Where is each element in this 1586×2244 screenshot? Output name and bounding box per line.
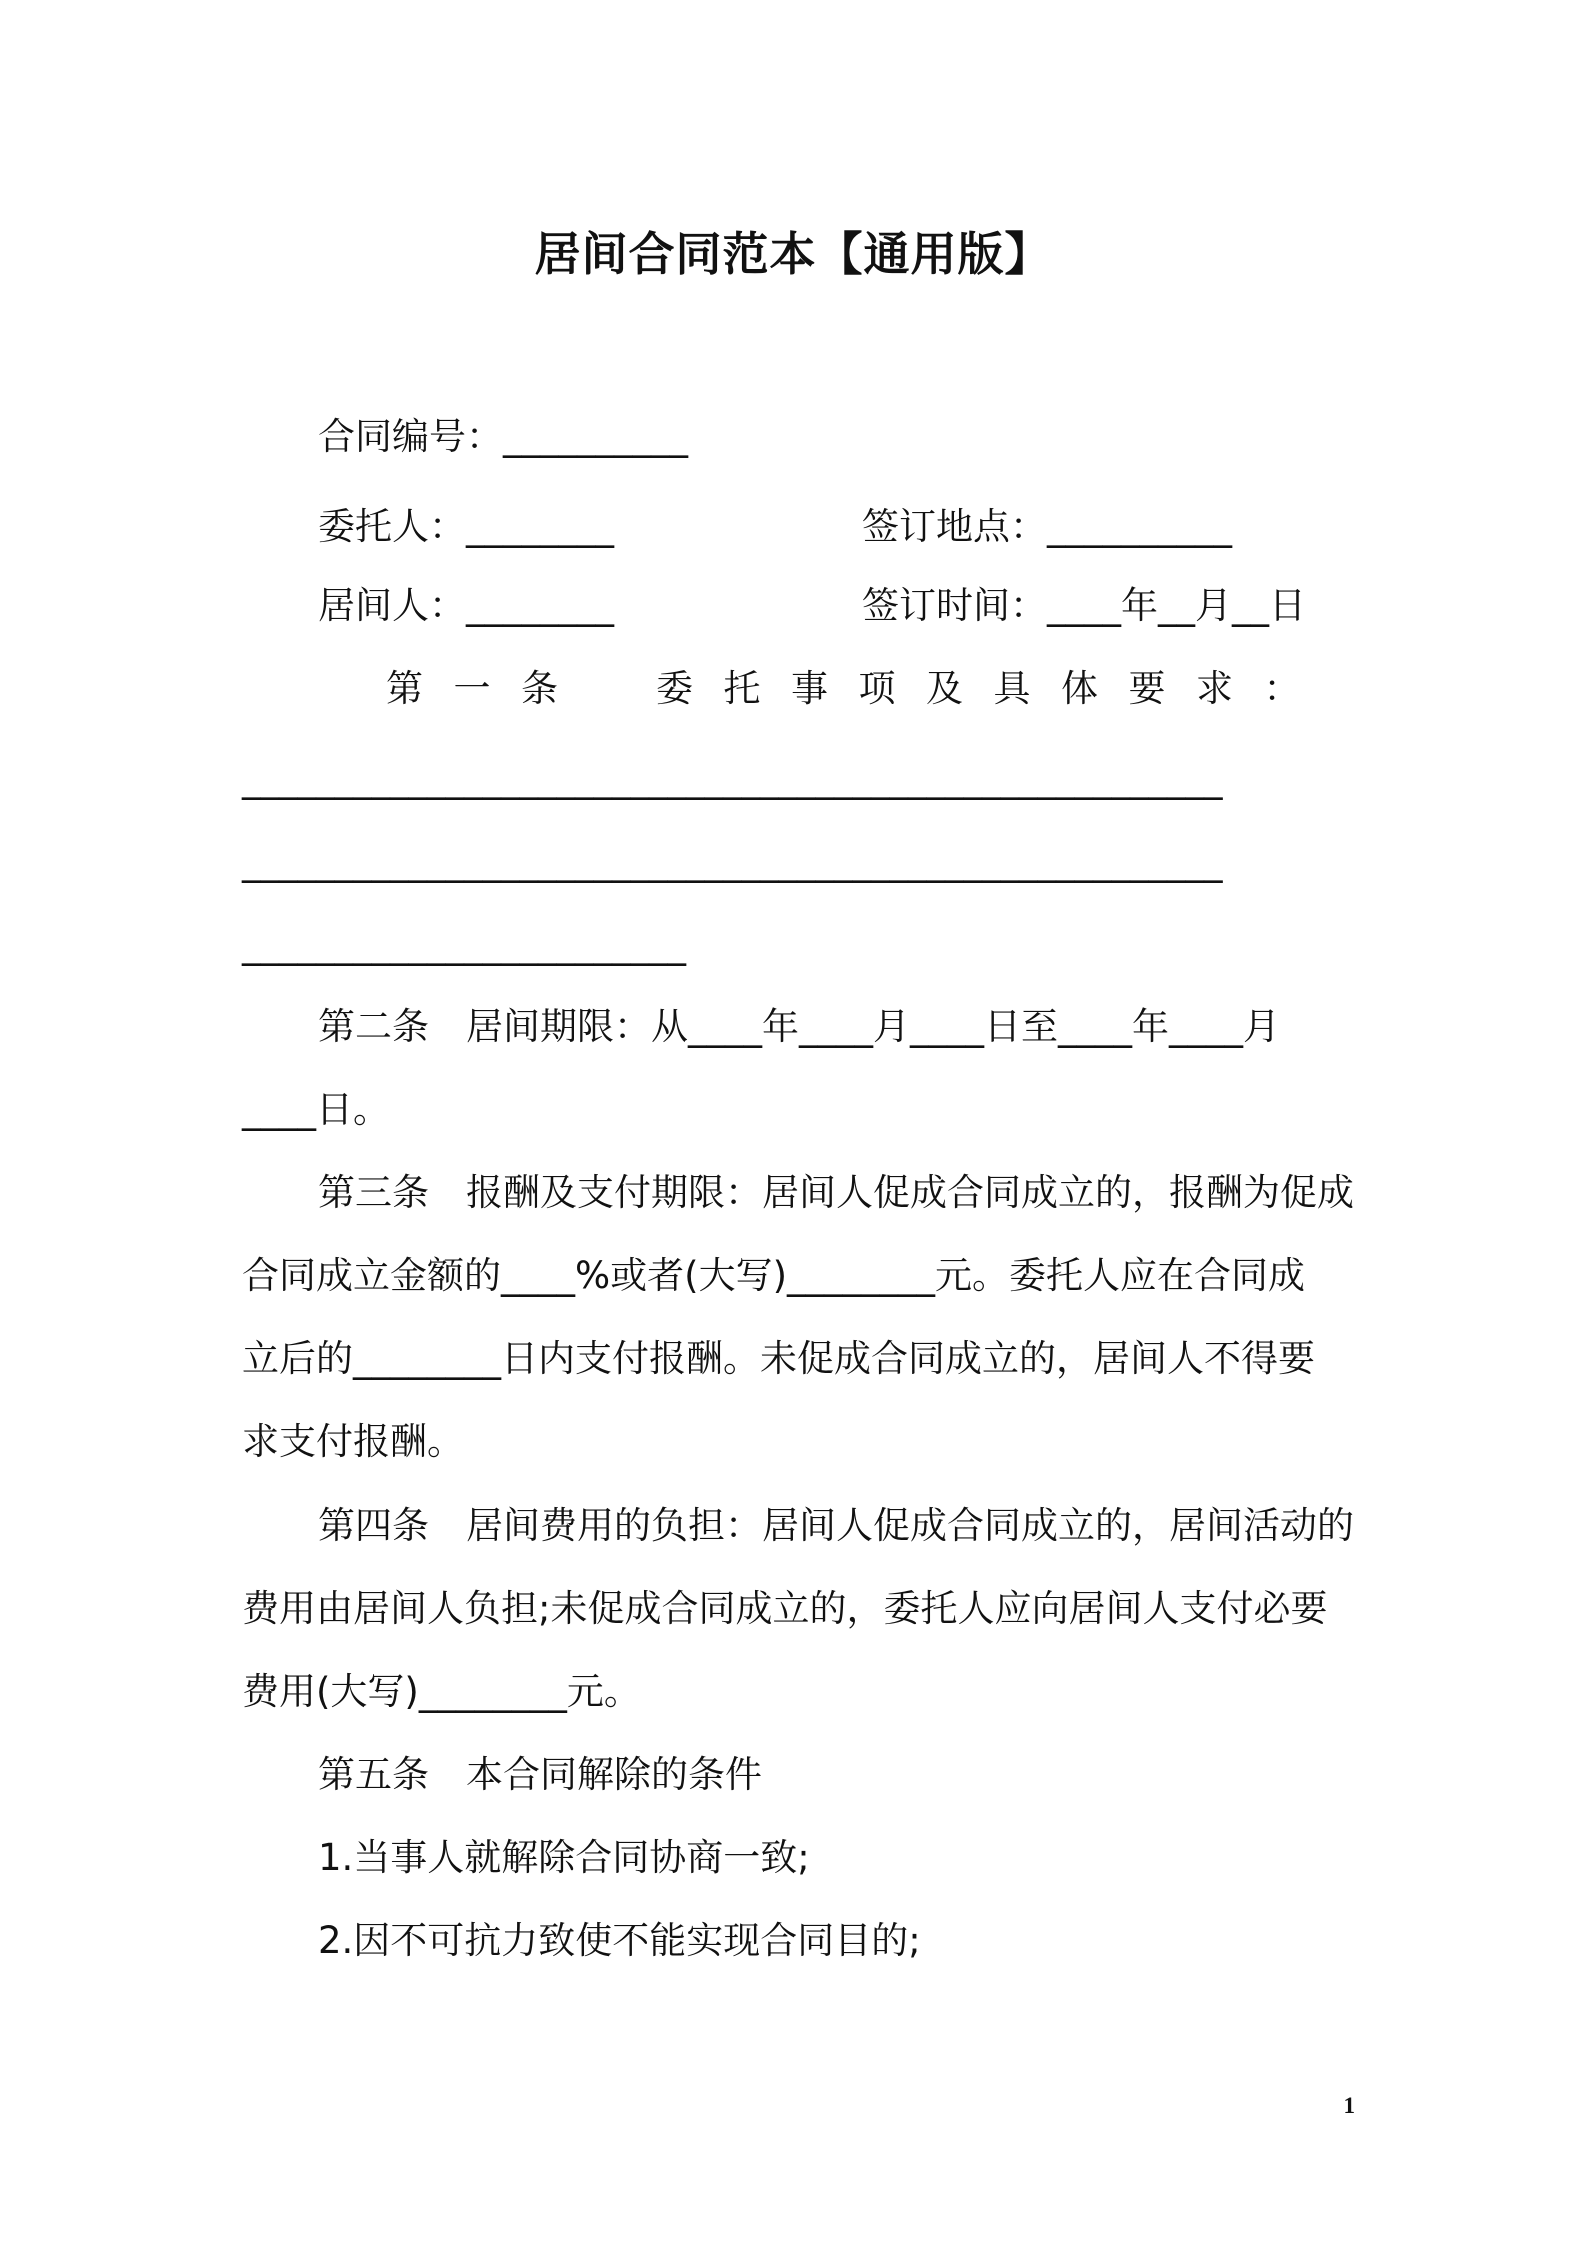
article3-line: 合同成立金额的____%或者(大写)________元。委托人应在合同成 (242, 1254, 1306, 1297)
page-number: 1 (1343, 2093, 1355, 2118)
article5-item: 2.因不可抗力致使不能实现合同目的; (318, 1919, 921, 1962)
article4-line: 费用由居间人负担;未促成合同成立的，委托人应向居间人支付必要 (242, 1587, 1328, 1630)
article2-line: 第二条 居间期限：从____年____月____日至____年____月 (318, 1005, 1280, 1048)
article2-line: ____日。 (242, 1088, 390, 1131)
article3-line: 立后的________日内支付报酬。未促成合同成立的，居间人不得要 (242, 1337, 1315, 1380)
principal-field: 委托人：________ (318, 505, 614, 548)
contract-number-field: 合同编号：__________ (318, 415, 688, 458)
sign-place-field: 签订地点：__________ (862, 505, 1232, 548)
broker-field: 居间人：________ (318, 584, 614, 627)
article1-heading: 第一条 委托事项及具体要求： (386, 667, 1331, 710)
article4-line: 第四条 居间费用的负担：居间人促成合同成立的，居间活动的 (318, 1504, 1354, 1547)
article5-heading: 第五条 本合同解除的条件 (318, 1753, 762, 1796)
document-title: 居间合同范本【通用版】 (534, 227, 1052, 281)
article1-blank-line: ________________________ (242, 923, 686, 966)
article1-blank-line: _____________________________________________________ (242, 840, 1223, 883)
article3-line: 求支付报酬。 (242, 1420, 464, 1463)
sign-time-field: 签订时间：____年__月__日 (862, 584, 1306, 627)
article5-item: 1.当事人就解除合同协商一致; (318, 1836, 810, 1879)
article3-line: 第三条 报酬及支付期限：居间人促成合同成立的，报酬为促成 (318, 1171, 1354, 1214)
article1-blank-line: _____________________________________________________ (242, 757, 1223, 800)
article4-line: 费用(大写)________元。 (242, 1670, 641, 1713)
